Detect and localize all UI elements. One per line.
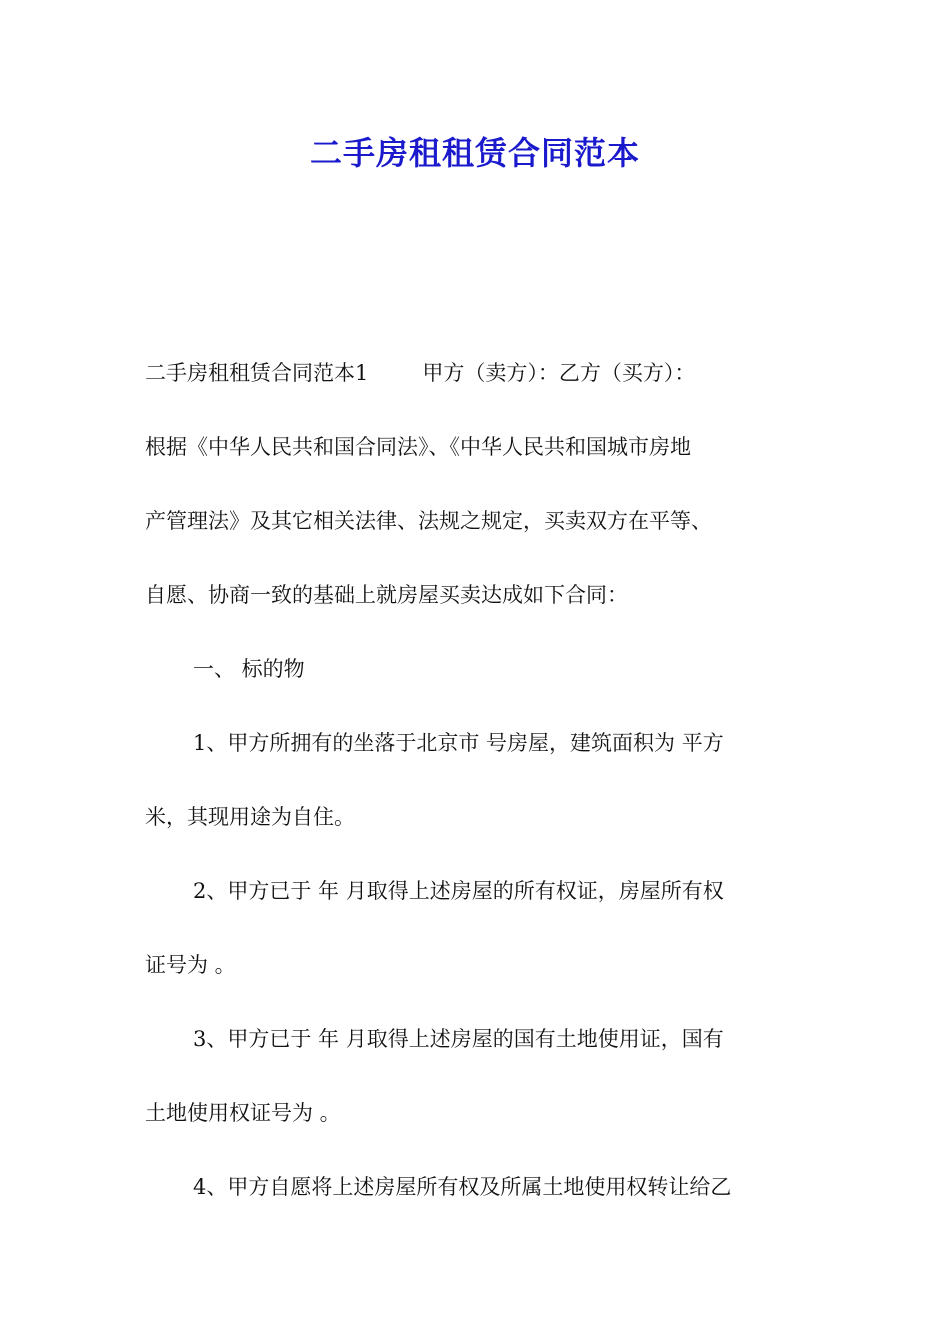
paragraph-line: 4、甲方自愿将上述房屋所有权及所属土地使用权转让给乙 (193, 1175, 732, 1199)
paragraph-line: 3、甲方已于 年 月取得上述房屋的国有土地使用证，国有 (193, 1027, 724, 1051)
paragraph-line: 证号为 。 (145, 953, 236, 977)
paragraph-line: 自愿、协商一致的基础上就房屋买卖达成如下合同： (145, 583, 628, 607)
paragraph-line: 米，其现用途为自住。 (145, 805, 355, 829)
parties-label: 甲方（卖方）：乙方（买方）： (422, 361, 696, 385)
paragraph-line: 土地使用权证号为 。 (145, 1101, 341, 1125)
section-heading: 一、 标的物 (193, 657, 305, 681)
paragraph-line: 2、甲方已于 年 月取得上述房屋的所有权证，房屋所有权 (193, 879, 724, 903)
paragraph-line: 产管理法》及其它相关法律、法规之规定，买卖双方在平等、 (145, 509, 712, 533)
paragraph-line: 1、甲方所拥有的坐落于北京市 号房屋，建筑面积为 平方 (193, 731, 724, 755)
document-title: 二手房租租赁合同范本 (309, 134, 640, 172)
document-body (145, 336, 810, 1224)
paragraph-line-heading (145, 336, 810, 410)
contract-label: 二手房租租赁合同范本1 (145, 361, 369, 385)
paragraph-line: 根据《中华人民共和国合同法》、《中华人民共和国城市房地 (145, 435, 691, 459)
